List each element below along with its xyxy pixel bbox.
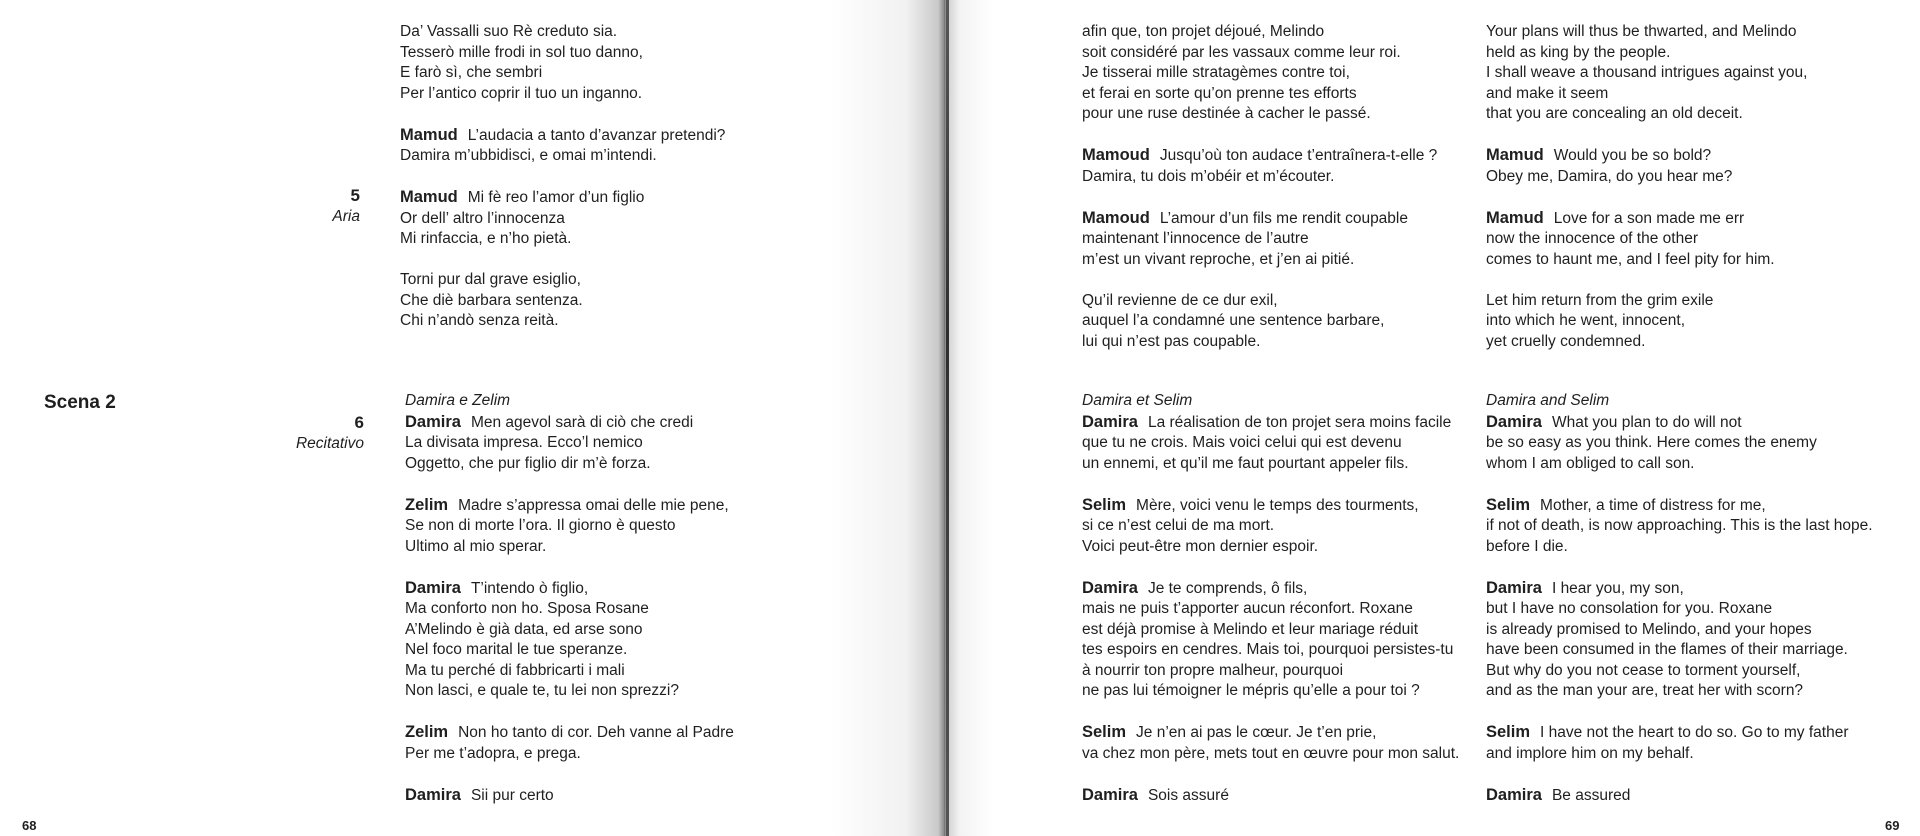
speaker-name: Selim: [1486, 495, 1531, 514]
text-line: E farò sì, che sembri: [400, 64, 543, 81]
text-line: m’est un vivant reproche, et j’en ai pitié.: [1082, 250, 1355, 268]
speaker-name: Damira: [405, 412, 461, 431]
stage-direction: Damira and Selim: [1486, 392, 1610, 409]
speech-line: Mamoud L’amour d’un fils me rendit coupable: [1082, 208, 1408, 227]
text-line: pour une ruse destinée à cacher le passé.: [1082, 105, 1371, 122]
text-line: before I die.: [1486, 537, 1568, 555]
text-line: is already promised to Melindo, and your hopes: [1486, 620, 1812, 638]
text-line: si ce n’est celui de ma mort.: [1082, 517, 1275, 534]
speaker-name: Mamoud: [1082, 146, 1150, 164]
text-line: Da’ Vassalli suo Rè creduto sia.: [400, 23, 618, 40]
speech-line: Zelim Non ho tanto di cor. Deh vanne al Padre: [405, 723, 734, 741]
english-block-1: [1486, 22, 1807, 352]
number-label: 6: [354, 413, 364, 432]
speaker-name: Mamoud: [1082, 208, 1150, 227]
text-line: Non lasci, e quale te, tu lei non sprezzi?: [405, 682, 679, 699]
speaker-name: Mamud: [400, 125, 458, 144]
speaker-name: Mamud: [400, 188, 458, 206]
book-gutter: [946, 0, 949, 836]
speech-line: Damira T’intendo ò figlio,: [405, 578, 589, 597]
text-line: Ultimo al mio sperar.: [405, 537, 547, 555]
speaker-name: Mamud: [1486, 146, 1544, 164]
speech-line: Zelim Madre s’appressa omai delle mie pene,: [405, 495, 729, 514]
speaker-name: Damira: [1486, 785, 1542, 804]
speaker-name: Zelim: [405, 495, 449, 514]
speech-line: Damira I hear you, my son,: [1486, 578, 1684, 597]
text-line: afin que, ton projet déjoué, Melindo: [1082, 23, 1325, 40]
text-line: Tesserò mille frodi in sol tuo danno,: [400, 43, 643, 61]
text-line: whom I am obliged to call son.: [1486, 454, 1695, 472]
form-label: Aria: [332, 207, 360, 225]
text-line: Chi n’andò senza reità.: [400, 312, 559, 329]
text-line: but I have no consolation for you. Roxane: [1486, 600, 1773, 617]
form-label: Recitativo: [295, 434, 364, 452]
speaker-name: Selim: [1082, 723, 1127, 741]
text-line: Damira, tu dois m’obéir et m’écouter.: [1082, 167, 1335, 185]
text-line: Mi rinfaccia, e n’ho pietà.: [400, 230, 572, 247]
text-line: que tu ne crois. Mais voici celui qui est devenu: [1082, 434, 1402, 451]
text-line: ne pas lui témoigner le mépris qu’elle a pour toi ?: [1082, 682, 1420, 699]
speech-line: Mamud Mi fè reo l’amor d’un figlio: [400, 188, 645, 206]
text-line: A’Melindo è già data, ed arse sono: [405, 620, 643, 638]
text-line: yet cruelly condemned.: [1486, 332, 1646, 350]
speech-line: Mamud L’audacia a tanto d’avanzar pretendi?: [400, 125, 726, 144]
text-line: mais ne puis t’apporter aucun réconfort. Roxane: [1082, 600, 1413, 617]
speaker-name: Damira: [1486, 412, 1542, 431]
text-line: à nourrir ton propre malheur, pourquoi: [1082, 661, 1344, 679]
speech-line: Mamud Would you be so bold?: [1486, 146, 1712, 164]
text-line: be so easy as you think. Here comes the enemy: [1486, 434, 1817, 451]
speech-line: Damira What you plan to do will not: [1486, 412, 1742, 431]
text-line: comes to haunt me, and I feel pity for him.: [1486, 250, 1775, 268]
text-line: that you are concealing an old deceit.: [1486, 105, 1743, 122]
french-block-1: [1082, 22, 1437, 352]
speech-line: Damira Men agevol sarà di ciò che credi: [405, 412, 694, 431]
speech-line: Damira Sois assuré: [1082, 785, 1229, 804]
speaker-name: Damira: [1486, 578, 1542, 597]
text-line: if not of death, is now approaching. This is the last hope.: [1486, 517, 1873, 534]
text-line: Your plans will thus be thwarted, and Melindo: [1486, 23, 1797, 40]
page-number-left: 68: [22, 818, 37, 833]
speaker-name: Selim: [1082, 495, 1127, 514]
text-line: Nel foco marital le tue speranze.: [405, 641, 628, 658]
text-line: Torni pur dal grave esiglio,: [400, 271, 581, 288]
scene-title: Scena 2: [44, 392, 116, 413]
stage-direction: Damira et Selim: [1082, 392, 1193, 409]
speech-line: Mamoud Jusqu’où ton audace t’entraînera-t-elle ?: [1082, 146, 1438, 164]
french-block-2: [1082, 391, 1459, 806]
text-line: Per me t’adopra, e prega.: [405, 744, 581, 762]
text-line: But why do you not cease to torment yourself,: [1486, 661, 1801, 679]
text-line: Obey me, Damira, do you hear me?: [1486, 167, 1733, 185]
text-line: Se non di morte l’ora. Il giorno è questo: [405, 517, 676, 534]
speech-line: Damira Be assured: [1486, 785, 1631, 804]
text-line: Je tisserai mille stratagèmes contre toi,: [1082, 64, 1350, 81]
english-block-2: [1486, 391, 1873, 806]
speech-line: Selim Mère, voici venu le temps des tourments,: [1082, 495, 1419, 514]
italian-block-2: [405, 391, 734, 806]
text-line: I shall weave a thousand intrigues against you,: [1486, 64, 1808, 81]
text-line: Ma tu perché di fabbricarti i mali: [405, 661, 625, 679]
number-6-marker: [290, 413, 364, 454]
italian-block-1: [400, 22, 725, 332]
text-line: and as the man your are, treat her with scorn?: [1486, 682, 1804, 699]
text-line: est déjà promise à Melindo et leur mariage réduit: [1082, 620, 1419, 638]
text-line: Voici peut-être mon dernier espoir.: [1082, 537, 1319, 555]
text-line: Ma conforto non ho. Sposa Rosane: [405, 600, 649, 617]
text-line: have been consumed in the flames of their marriage.: [1486, 641, 1848, 658]
text-line: Oggetto, che pur figlio dir m’è forza.: [405, 454, 651, 472]
text-line: tes espoirs en cendres. Mais toi, pourquoi persistes-tu: [1082, 641, 1454, 658]
text-line: and make it seem: [1486, 84, 1609, 102]
speech-line: Damira La réalisation de ton projet sera moins facile: [1082, 412, 1452, 431]
text-line: va chez mon père, mets tout en œuvre pour mon salut.: [1082, 744, 1460, 762]
text-line: La divisata impresa. Ecco’l nemico: [405, 434, 643, 451]
text-line: held as king by the people.: [1486, 43, 1671, 61]
speech-line: Damira Sii pur certo: [405, 785, 554, 804]
speech-line: Selim Mother, a time of distress for me,: [1486, 495, 1766, 514]
speaker-name: Damira: [405, 578, 461, 597]
speech-line: Damira Je te comprends, ô fils,: [1082, 578, 1308, 597]
text-line: now the innocence of the other: [1486, 230, 1698, 247]
text-line: maintenant l’innocence de l’autre: [1082, 230, 1309, 247]
speaker-name: Selim: [1486, 723, 1531, 741]
text-line: Damira m’ubbidisci, e omai m’intendi.: [400, 147, 657, 164]
stage-direction: Damira e Zelim: [405, 392, 511, 409]
text-line: and implore him on my behalf.: [1486, 744, 1694, 762]
speaker-name: Damira: [1082, 412, 1138, 431]
text-line: et ferai en sorte qu’on prenne tes efforts: [1082, 84, 1357, 102]
text-line: Che diè barbara sentenza.: [400, 291, 583, 309]
text-line: soit considéré par les vassaux comme leur roi.: [1082, 43, 1401, 61]
text-line: lui qui n’est pas coupable.: [1082, 332, 1261, 350]
text-line: Qu’il revienne de ce dur exil,: [1082, 291, 1278, 309]
speaker-name: Mamud: [1486, 208, 1544, 227]
number-5-marker: [290, 186, 360, 227]
speech-line: Selim I have not the heart to do so. Go to my father: [1486, 723, 1849, 741]
text-line: Let him return from the grim exile: [1486, 291, 1714, 309]
text-line: Per l’antico coprir il tuo un inganno.: [400, 84, 643, 102]
text-line: into which he went, innocent,: [1486, 312, 1686, 329]
text-line: auquel l’a condamné une sentence barbare,: [1082, 312, 1385, 329]
page-number-right: 69: [1885, 818, 1900, 833]
speaker-name: Damira: [1082, 785, 1138, 804]
speaker-name: Damira: [1082, 578, 1138, 597]
speech-line: Selim Je n’en ai pas le cœur. Je t’en prie,: [1082, 723, 1377, 741]
number-label: 5: [350, 186, 360, 205]
speaker-name: Damira: [405, 785, 461, 804]
text-line: un ennemi, et qu’il me faut pourtant appeler fils.: [1082, 454, 1409, 472]
text-line: Or dell’ altro l’innocenza: [400, 209, 565, 227]
speaker-name: Zelim: [405, 723, 449, 741]
speech-line: Mamud Love for a son made me err: [1486, 208, 1745, 227]
